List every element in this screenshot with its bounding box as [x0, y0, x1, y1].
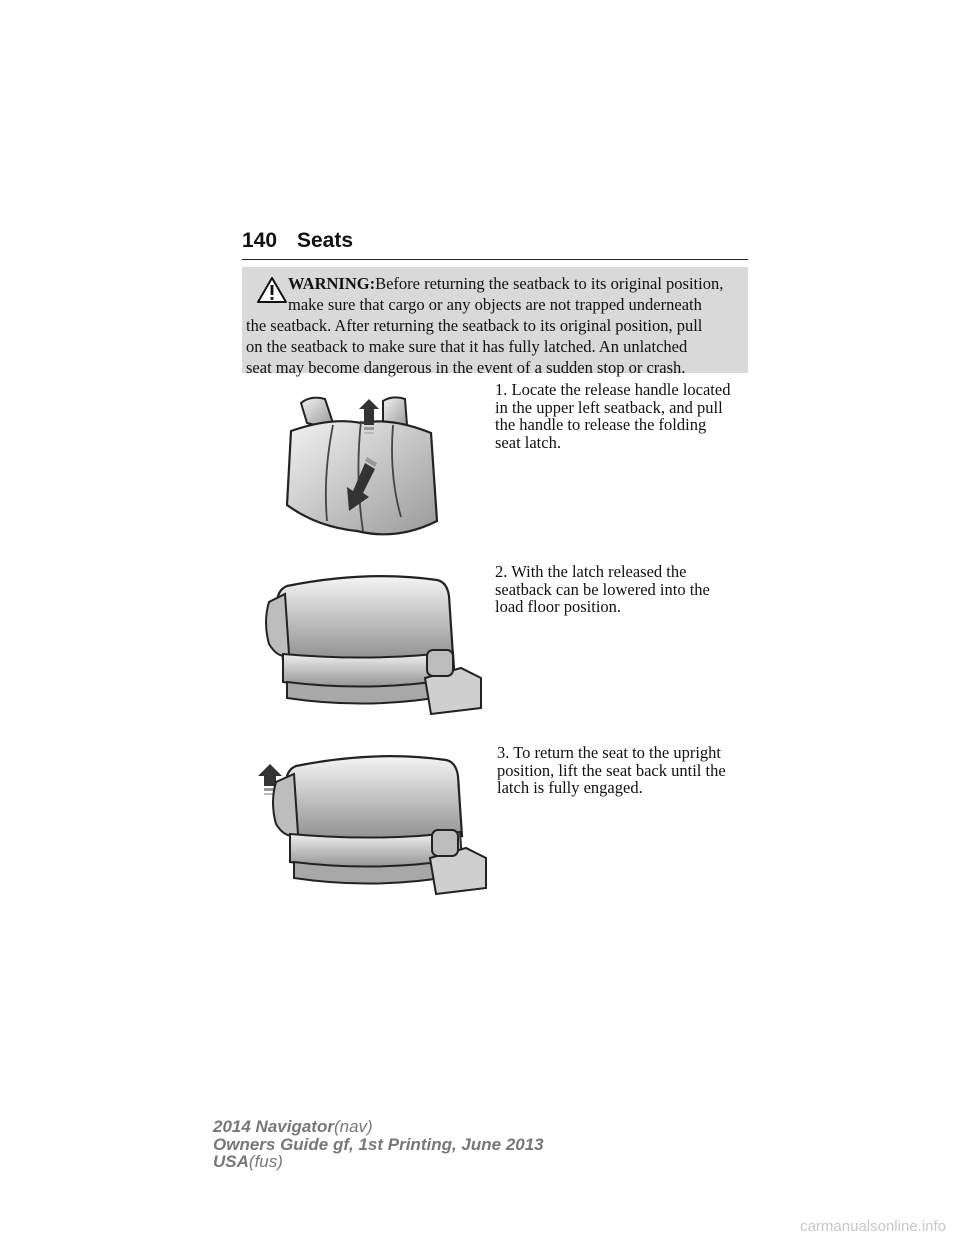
step-line: latch is fully engaged.: [497, 778, 643, 797]
header-divider: [242, 259, 748, 260]
warning-text: [242, 273, 744, 378]
warning-line: make sure that cargo or any objects are not trapped underneath: [288, 295, 702, 314]
warning-box: [242, 267, 748, 377]
warning-line: Before returning the seatback to its original position,: [375, 274, 724, 293]
step-line: seatback can be lowered into the: [495, 579, 710, 599]
warning-label: WARNING:: [288, 274, 376, 293]
warning-line: on the seatback to make sure that it has fully latched. An unlatched: [246, 337, 688, 356]
seatback-release-illustration: [283, 391, 443, 539]
step-line: 2. With the latch released the: [495, 562, 687, 581]
section-title: Seats: [297, 229, 354, 252]
seat-return-illustration: [250, 750, 488, 896]
step-line: position, lift the seat back until the: [497, 760, 726, 780]
page-header: [242, 229, 748, 261]
footer-model: 2014 Navigator: [213, 1117, 334, 1136]
step-2-text: [495, 563, 751, 616]
seat-folded-illustration: [257, 572, 483, 716]
page-footer: [213, 1118, 544, 1171]
step-line: in the upper left seatback, and pull: [495, 397, 723, 417]
step-1-text: [495, 381, 751, 451]
step-line: the handle to release the folding: [495, 415, 707, 434]
footer-region: USA: [213, 1152, 249, 1171]
page-number: 140: [242, 229, 278, 252]
step-line: 3. To return the seat to the upright: [497, 743, 721, 762]
step-line: load floor position.: [495, 597, 622, 616]
step-line: 1. Locate the release handle located: [495, 380, 731, 399]
warning-line: seat may become dangerous in the event of a sudden stop or crash.: [246, 358, 686, 377]
step-line: seat latch.: [495, 432, 561, 452]
step-3-text: [497, 744, 753, 797]
footer-region-code: (fus): [248, 1152, 283, 1171]
footer-model-code: (nav): [333, 1117, 373, 1136]
watermark[interactable]: carmanualsonline.info: [800, 1218, 946, 1235]
footer-guide: Owners Guide gf, 1st Printing, June 2013: [213, 1134, 544, 1154]
warning-line: the seatback. After returning the seatback to its original position, pull: [246, 316, 703, 335]
